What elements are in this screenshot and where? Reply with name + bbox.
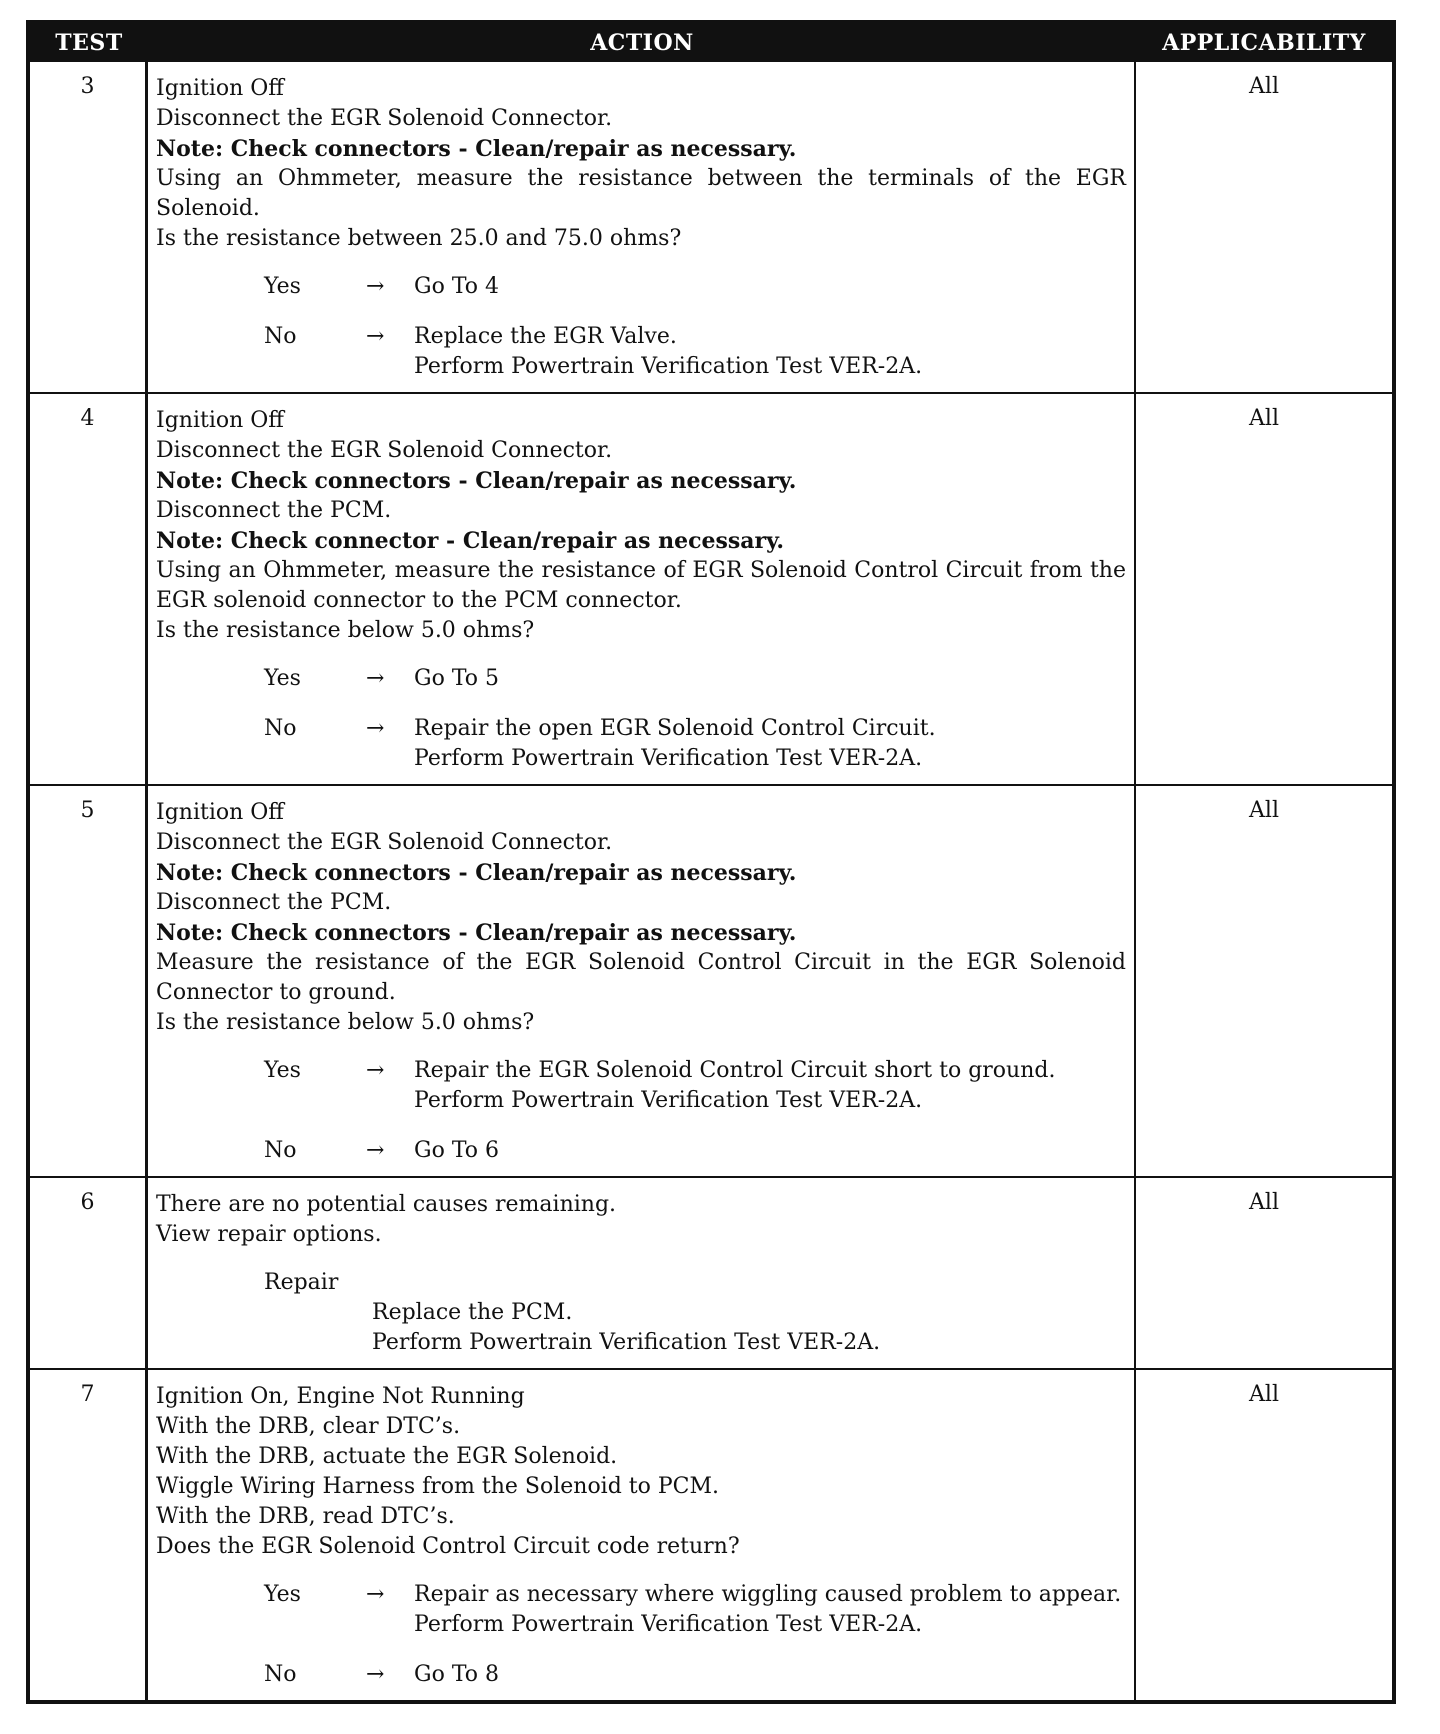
table-row: [30, 62, 1392, 392]
note-text: Note: Check connectors - Clean/repair as necessary.: [156, 468, 797, 494]
action-text: With the DRB, clear DTC’s.: [156, 1414, 461, 1439]
right-arrow-icon: →: [366, 1058, 385, 1083]
action-text: Is the resistance below 5.0 ohms?: [156, 1010, 535, 1035]
action-text: Ignition Off: [156, 408, 284, 433]
branch-label: No: [264, 1138, 297, 1163]
action-cell: [148, 1370, 1136, 1700]
applicability: All: [1249, 1190, 1279, 1215]
action-text: There are no potential causes remaining.: [156, 1192, 617, 1217]
right-arrow-icon: →: [366, 1662, 385, 1687]
action-text: Disconnect the EGR Solenoid Connector.: [156, 830, 613, 855]
branch-result: [414, 664, 1126, 694]
applicability: All: [1249, 1382, 1279, 1407]
action-text: Measure the resistance of the EGR Solenoid Control Circuit in the EGR Solenoid Connector to ground.: [156, 950, 1126, 1005]
branch-result-line: Repair as necessary where wiggling caused problem to appear.: [414, 1582, 1122, 1607]
action-text: Disconnect the EGR Solenoid Connector.: [156, 106, 613, 131]
action-text: Ignition Off: [156, 800, 284, 825]
branch-result-line: Perform Powertrain Verification Test VER-2A.: [414, 746, 923, 771]
table-row: [30, 392, 1392, 784]
action-text: Using an Ohmmeter, measure the resistance between the terminals of the EGR Solenoid.: [156, 166, 1126, 221]
branch-yes: [156, 664, 1126, 694]
repair-step: Replace the PCM.: [372, 1300, 573, 1325]
action-text: Ignition Off: [156, 76, 284, 101]
table-row: [30, 784, 1392, 1176]
branch-list: [156, 272, 1126, 382]
action-cell: [148, 1178, 1136, 1368]
test-number: 7: [30, 1370, 148, 1700]
note-text: Note: Check connectors - Clean/repair as necessary.: [156, 860, 797, 886]
branch-result-line: Perform Powertrain Verification Test VER-2A.: [414, 1612, 923, 1637]
action-text: Disconnect the PCM.: [156, 498, 392, 523]
action-text: Ignition On, Engine Not Running: [156, 1384, 525, 1409]
action-text: With the DRB, actuate the EGR Solenoid.: [156, 1444, 618, 1469]
action-text: View repair options.: [156, 1222, 382, 1247]
test-number: 3: [30, 62, 148, 392]
branch-result-line: Go To 6: [414, 1138, 500, 1163]
right-arrow-icon: →: [366, 274, 385, 299]
branch-yes: [156, 1580, 1126, 1640]
branch-result-line: Perform Powertrain Verification Test VER-2A.: [414, 354, 923, 379]
table-row: [30, 1368, 1392, 1700]
branch-result: [414, 322, 1126, 382]
repair-step: Perform Powertrain Verification Test VER-2A.: [372, 1330, 881, 1355]
branch-result-line: Go To 4: [414, 274, 500, 299]
branch-result: [414, 714, 1126, 774]
repair-steps: [156, 1298, 1126, 1358]
branch-result-line: Replace the EGR Valve.: [414, 324, 677, 349]
action-cell: [148, 786, 1136, 1176]
repair-options: [156, 1268, 1126, 1358]
branch-label: No: [264, 1662, 297, 1687]
header-applicability: APPLICABILITY: [1162, 30, 1366, 56]
branch-label: Yes: [264, 666, 301, 691]
test-number: 5: [30, 786, 148, 1176]
branch-label: Yes: [264, 1582, 301, 1607]
branch-result: [414, 1136, 1126, 1166]
action-text: Is the resistance between 25.0 and 75.0 ohms?: [156, 226, 682, 251]
branch-result: [414, 1056, 1126, 1116]
note-text: Note: Check connector - Clean/repair as necessary.: [156, 528, 785, 554]
right-arrow-icon: →: [366, 1138, 385, 1163]
branch-list: [156, 1056, 1126, 1166]
action-text: Disconnect the PCM.: [156, 890, 392, 915]
table-body: [30, 62, 1392, 1700]
action-text: Does the EGR Solenoid Control Circuit code return?: [156, 1534, 740, 1559]
note-text: Note: Check connectors - Clean/repair as necessary.: [156, 920, 797, 946]
table-row: [30, 1176, 1392, 1368]
branch-no: [156, 714, 1126, 774]
branch-label: Yes: [264, 274, 301, 299]
test-number: 6: [30, 1178, 148, 1368]
action-text: With the DRB, read DTC’s.: [156, 1504, 455, 1529]
applicability: All: [1249, 74, 1279, 99]
branch-label: No: [264, 716, 297, 741]
branch-result-line: Repair the EGR Solenoid Control Circuit short to ground.: [414, 1058, 1056, 1083]
action-cell: [148, 394, 1136, 784]
branch-result-line: Go To 5: [414, 666, 500, 691]
repair-label: Repair: [264, 1270, 339, 1295]
branch-list: [156, 1580, 1126, 1690]
right-arrow-icon: →: [366, 1582, 385, 1607]
action-text: Using an Ohmmeter, measure the resistance of EGR Solenoid Control Circuit from the EGR solenoid connector to the PCM connector.: [156, 558, 1126, 613]
right-arrow-icon: →: [366, 666, 385, 691]
note-text: Note: Check connectors - Clean/repair as necessary.: [156, 136, 797, 162]
applicability: All: [1249, 798, 1279, 823]
right-arrow-icon: →: [366, 716, 385, 741]
branch-label: Yes: [264, 1058, 301, 1083]
branch-no: [156, 1136, 1126, 1166]
header-action: ACTION: [590, 30, 694, 56]
right-arrow-icon: →: [366, 324, 385, 349]
branch-result: [414, 272, 1126, 302]
branch-result: [414, 1580, 1126, 1640]
branch-yes: [156, 1056, 1126, 1116]
branch-label: No: [264, 324, 297, 349]
applicability: All: [1249, 406, 1279, 431]
branch-list: [156, 664, 1126, 774]
diagnostic-test-table: [26, 20, 1396, 1704]
header-test: TEST: [55, 30, 123, 56]
branch-no: [156, 322, 1126, 382]
branch-result-line: Perform Powertrain Verification Test VER-2A.: [414, 1088, 923, 1113]
action-text: Wiggle Wiring Harness from the Solenoid to PCM.: [156, 1474, 720, 1499]
branch-result-line: Go To 8: [414, 1662, 500, 1687]
branch-result: [414, 1660, 1126, 1690]
action-text: Is the resistance below 5.0 ohms?: [156, 618, 535, 643]
table-header: [30, 24, 1392, 62]
test-number: 4: [30, 394, 148, 784]
action-cell: [148, 62, 1136, 392]
branch-yes: [156, 272, 1126, 302]
branch-result-line: Repair the open EGR Solenoid Control Circuit.: [414, 716, 936, 741]
branch-no: [156, 1660, 1126, 1690]
action-text: Disconnect the EGR Solenoid Connector.: [156, 438, 613, 463]
